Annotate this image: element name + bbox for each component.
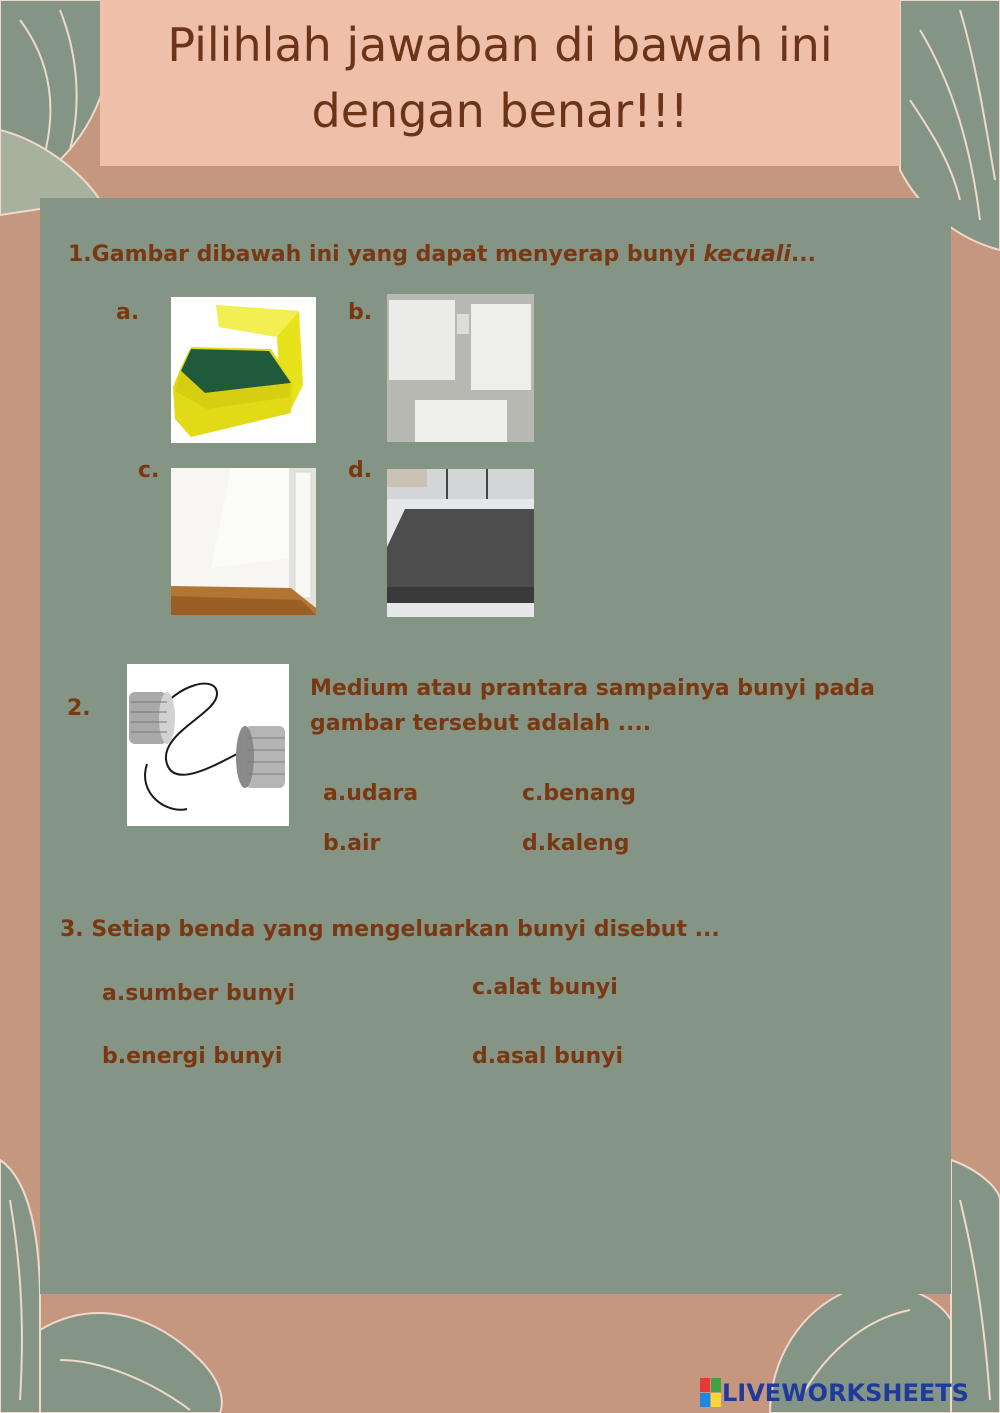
question-2-prompt-line-2: gambar tersebut adalah ....	[310, 711, 652, 736]
sponge-image[interactable]	[171, 297, 316, 443]
title-banner	[100, 0, 900, 166]
question-1-prompt	[68, 242, 816, 267]
q2-option-b[interactable]: b.air	[323, 831, 381, 856]
question-1-text: 1.Gambar dibawah ini yang dapat menyerap bunyi	[68, 242, 704, 267]
q3-option-d[interactable]: d.asal bunyi	[472, 1044, 624, 1069]
q1-option-b-label: b.	[348, 300, 373, 325]
carpet-image[interactable]	[387, 469, 534, 617]
question-2-prompt-line-1: Medium atau prantara sampainya bunyi pada	[310, 676, 876, 701]
liveworksheets-logo-icon	[700, 1378, 722, 1408]
q2-option-c[interactable]: c.benang	[522, 781, 636, 806]
q2-option-a[interactable]: a.udara	[323, 781, 419, 806]
acoustic-panel-image[interactable]	[387, 294, 534, 442]
title-line-1: Pilihlah jawaban di bawah ini	[167, 18, 833, 72]
brand-name: LIVEWORKSHEETS	[722, 1379, 969, 1407]
q1-option-a-label: a.	[116, 300, 140, 325]
q3-option-a[interactable]: a.sumber bunyi	[102, 981, 296, 1006]
question-1-emphasis: kecuali	[703, 242, 791, 267]
title-line-2: dengan benar!!!	[311, 84, 689, 138]
page-title	[100, 12, 900, 144]
q2-option-d[interactable]: d.kaleng	[522, 831, 630, 856]
question-1-ellipsis: ...	[790, 242, 816, 267]
question-2-number: 2.	[67, 696, 91, 721]
q3-option-c[interactable]: c.alat bunyi	[472, 975, 618, 1000]
tin-can-left	[129, 692, 175, 744]
q1-option-d-label: d.	[348, 458, 373, 483]
q1-option-c-label: c.	[138, 458, 160, 483]
tin-can-right	[236, 726, 285, 788]
q3-option-b[interactable]: b.energi bunyi	[102, 1044, 283, 1069]
empty-room-image[interactable]	[171, 468, 316, 615]
leaf-bottom-left2-icon	[40, 1313, 222, 1413]
liveworksheets-brand	[700, 1376, 969, 1410]
question-3-prompt: 3. Setiap benda yang mengeluarkan bunyi disebut ...	[60, 917, 720, 942]
tin-can-telephone-image[interactable]	[127, 664, 289, 826]
